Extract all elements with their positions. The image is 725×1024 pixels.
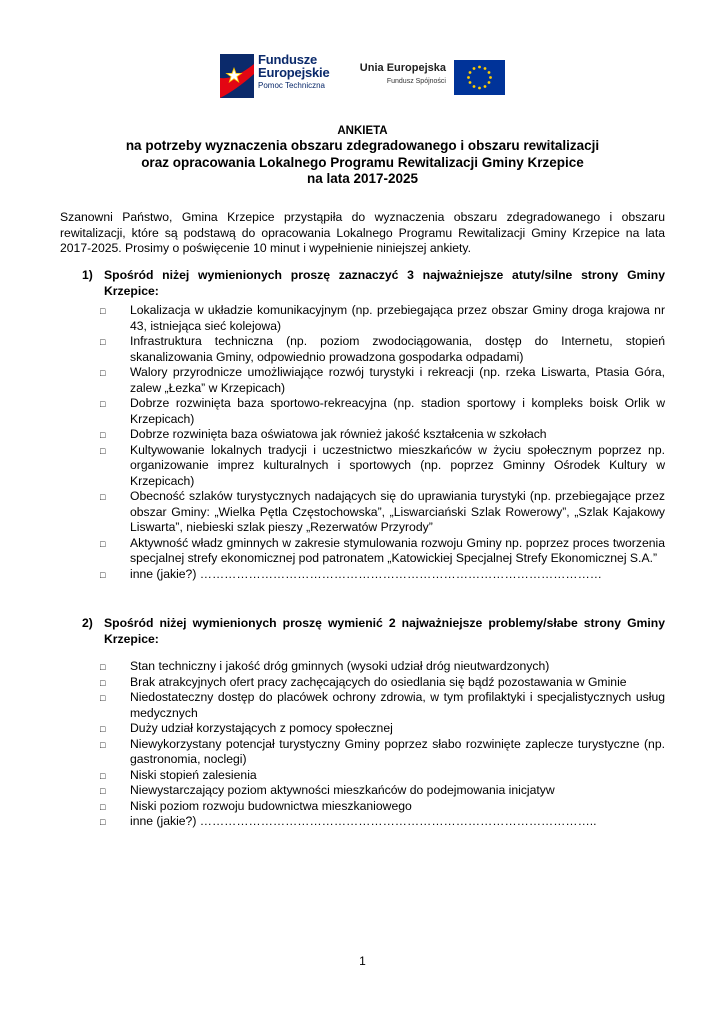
q1-option-3 bbox=[100, 365, 665, 396]
question-2-number: 2) bbox=[82, 616, 93, 630]
title-line1: na potrzeby wyznaczenia obszaru zdegradowanego i obszaru rewitalizacji bbox=[125, 138, 600, 153]
q1-option-5 bbox=[100, 427, 665, 443]
q1-option-6 bbox=[100, 443, 665, 490]
fundusze-europejskie-star-icon bbox=[220, 54, 254, 98]
question-2-text: Spośród niżej wymienionych proszę wymienić 2 najważniejsze problemy/słabe strony Gminy Krzepice: bbox=[104, 616, 665, 646]
checkbox[interactable]: □ bbox=[100, 569, 106, 580]
checkbox[interactable]: □ bbox=[100, 368, 106, 378]
page-number: 1 bbox=[359, 954, 366, 968]
checkbox[interactable]: □ bbox=[100, 770, 106, 781]
eu-flag-icon bbox=[454, 60, 505, 95]
fe-logo-line3: Pomoc Techniczna bbox=[258, 81, 325, 90]
q1-option-2 bbox=[100, 334, 665, 365]
q1-option-7 bbox=[100, 489, 665, 536]
title-ankieta: ANKIETA bbox=[337, 125, 388, 137]
checkbox[interactable]: □ bbox=[100, 817, 106, 827]
logo-header bbox=[214, 50, 514, 102]
checkbox[interactable]: □ bbox=[100, 337, 106, 347]
option-label: Niewystarczający poziom aktywności mieszkańców do podejmowania inicjatyw bbox=[130, 783, 555, 797]
checkbox[interactable]: □ bbox=[100, 538, 106, 549]
q2-option-3 bbox=[100, 690, 665, 721]
checkbox[interactable]: □ bbox=[100, 739, 106, 750]
option-label: Brak atrakcyjnych ofert pracy zachęcających do osiedlania się bądź pozostawania w Gminie bbox=[130, 674, 627, 689]
checkbox[interactable]: □ bbox=[100, 724, 106, 734]
q2-option-4 bbox=[100, 721, 665, 737]
ue-logo-line1: Unia Europejska bbox=[359, 62, 446, 74]
intro-paragraph: Szanowni Państwo, Gmina Krzepice przystąpiła do wyznaczenia obszaru zdegradowanego i obszaru rewitalizacji, które są podstawą do opracowania Lokalnego Programu Rewitalizacji Gminy Krzepice na lata 2017-2025. Prosimy o poświęcenie 10 minut i wypełnienie niniejszej ankiety. bbox=[60, 210, 665, 255]
q2-option-8 bbox=[100, 799, 665, 815]
checkbox[interactable]: □ bbox=[100, 662, 106, 672]
q2-option-7 bbox=[100, 783, 665, 799]
option-label: Lokalizacja w układzie komunikacyjnym (np. przebiegająca przez obszar Gminy droga krajowa nr 43, istniejąca sieć kolejowa) bbox=[130, 303, 665, 333]
q1-option-8 bbox=[100, 536, 665, 567]
title-line3: na lata 2017-2025 bbox=[306, 171, 419, 186]
q2-option-other bbox=[100, 814, 665, 830]
q2-option-6 bbox=[100, 768, 665, 784]
fundusze-europejskie-logo bbox=[220, 52, 340, 100]
checkbox[interactable]: □ bbox=[100, 430, 106, 440]
option-label: Aktywność władz gminnych w zakresie stymulowania rozwoju Gminy np. poprzez proces tworzenia specjalnej strefy ekonomicznej pod patronatem „Katowickiej Specjalnej Strefy Ekonomicznej S.A.” bbox=[130, 535, 665, 565]
fe-logo-line1: Fundusze bbox=[258, 52, 318, 67]
q2-option-5 bbox=[100, 737, 665, 768]
option-label: Niewykorzystany potencjał turystyczny Gminy poprzez słabo rozwinięte zaplecze turystyczne (np. gastronomia, noclegi) bbox=[130, 736, 665, 766]
checkbox[interactable]: □ bbox=[100, 399, 106, 409]
checkbox[interactable]: □ bbox=[100, 677, 106, 688]
option-label: Niski poziom rozwoju budownictwa mieszkaniowego bbox=[130, 798, 412, 813]
option-label: Dobrze rozwinięta baza sportowo-rekreacyjna (np. stadion sportowy i kompleks boisk Orlik w Krzepicach) bbox=[130, 396, 665, 426]
fe-logo-line2: Europejskie bbox=[258, 65, 330, 80]
ue-logo-line2: Fundusz Spójności bbox=[386, 78, 446, 85]
title-line2: oraz opracowania Lokalnego Programu Rewitalizacji Gminy Krzepice bbox=[141, 154, 584, 170]
checkbox[interactable]: □ bbox=[100, 306, 106, 316]
checkbox[interactable]: □ bbox=[100, 445, 106, 456]
option-label: Niedostateczny dostęp do placówek ochrony zdrowia, w tym profilaktyki i specjalistycznych usług medycznych bbox=[130, 690, 665, 720]
checkbox[interactable]: □ bbox=[100, 492, 106, 502]
checkbox[interactable]: □ bbox=[100, 801, 106, 812]
question-1-number: 1) bbox=[82, 268, 93, 282]
survey-title bbox=[60, 124, 665, 188]
option-label: Walory przyrodnicze umożliwiające rozwój turystyki i rekreacji (np. rzeka Liswarta, Ptasia Góra, zalew „Łezka” w Krzepicach) bbox=[130, 365, 665, 395]
q1-option-4 bbox=[100, 396, 665, 427]
option-label: Kultywowanie lokalnych tradycji i uczestnictwo mieszkańców w życiu społecznym poprzez np. organizowanie imprez kulturalnych i sportowych (np. poprzez Gminny Ośrodek Kultury w Krzepicach) bbox=[130, 442, 665, 488]
unia-europejska-logo bbox=[354, 60, 514, 100]
checkbox[interactable]: □ bbox=[100, 693, 106, 703]
checkbox[interactable]: □ bbox=[100, 786, 106, 796]
q2-option-2 bbox=[100, 675, 665, 691]
question-2-options bbox=[100, 659, 665, 830]
option-label: inne (jakie?) …………………………………………………………………………………….. bbox=[130, 814, 597, 828]
option-label: Niski stopień zalesienia bbox=[130, 767, 257, 782]
option-label: Stan techniczny i jakość dróg gminnych (wysoki udział dróg nieutwardzonych) bbox=[130, 659, 550, 673]
question-2 bbox=[82, 616, 665, 647]
question-1-text: Spośród niżej wymienionych proszę zaznaczyć 3 najważniejsze atuty/silne strony Gminy Krzepice: bbox=[104, 268, 665, 298]
option-label: Infrastruktura techniczna (np. poziom zwodociągowania, dostęp do Internetu, stopień skanalizowania Gminy, odpowiednio prowadzona gospodarka odpadami) bbox=[130, 334, 665, 364]
option-label: Dobrze rozwinięta baza oświatowa jak również jakość kształcenia w szkołach bbox=[130, 427, 547, 441]
q2-option-1 bbox=[100, 659, 665, 675]
option-label: inne (jakie?) ……………………………………………………………………………………… bbox=[130, 566, 602, 581]
q1-option-other bbox=[100, 567, 665, 583]
option-label: Duży udział korzystających z pomocy społecznej bbox=[130, 721, 393, 735]
question-1 bbox=[82, 268, 665, 299]
question-1-options bbox=[100, 303, 665, 582]
q1-option-1 bbox=[100, 303, 665, 334]
option-label: Obecność szlaków turystycznych nadających się do uprawiania turystyki (np. przebiegające przez obszar Gminy: „Wielka Pętla Częstochowska”, „Liswarciański Szlak Rowerowy”, „Szlak Kajakowy Liswarta”, niebieski szlak pieszy „Rezerwatów Przyrody” bbox=[130, 489, 665, 534]
